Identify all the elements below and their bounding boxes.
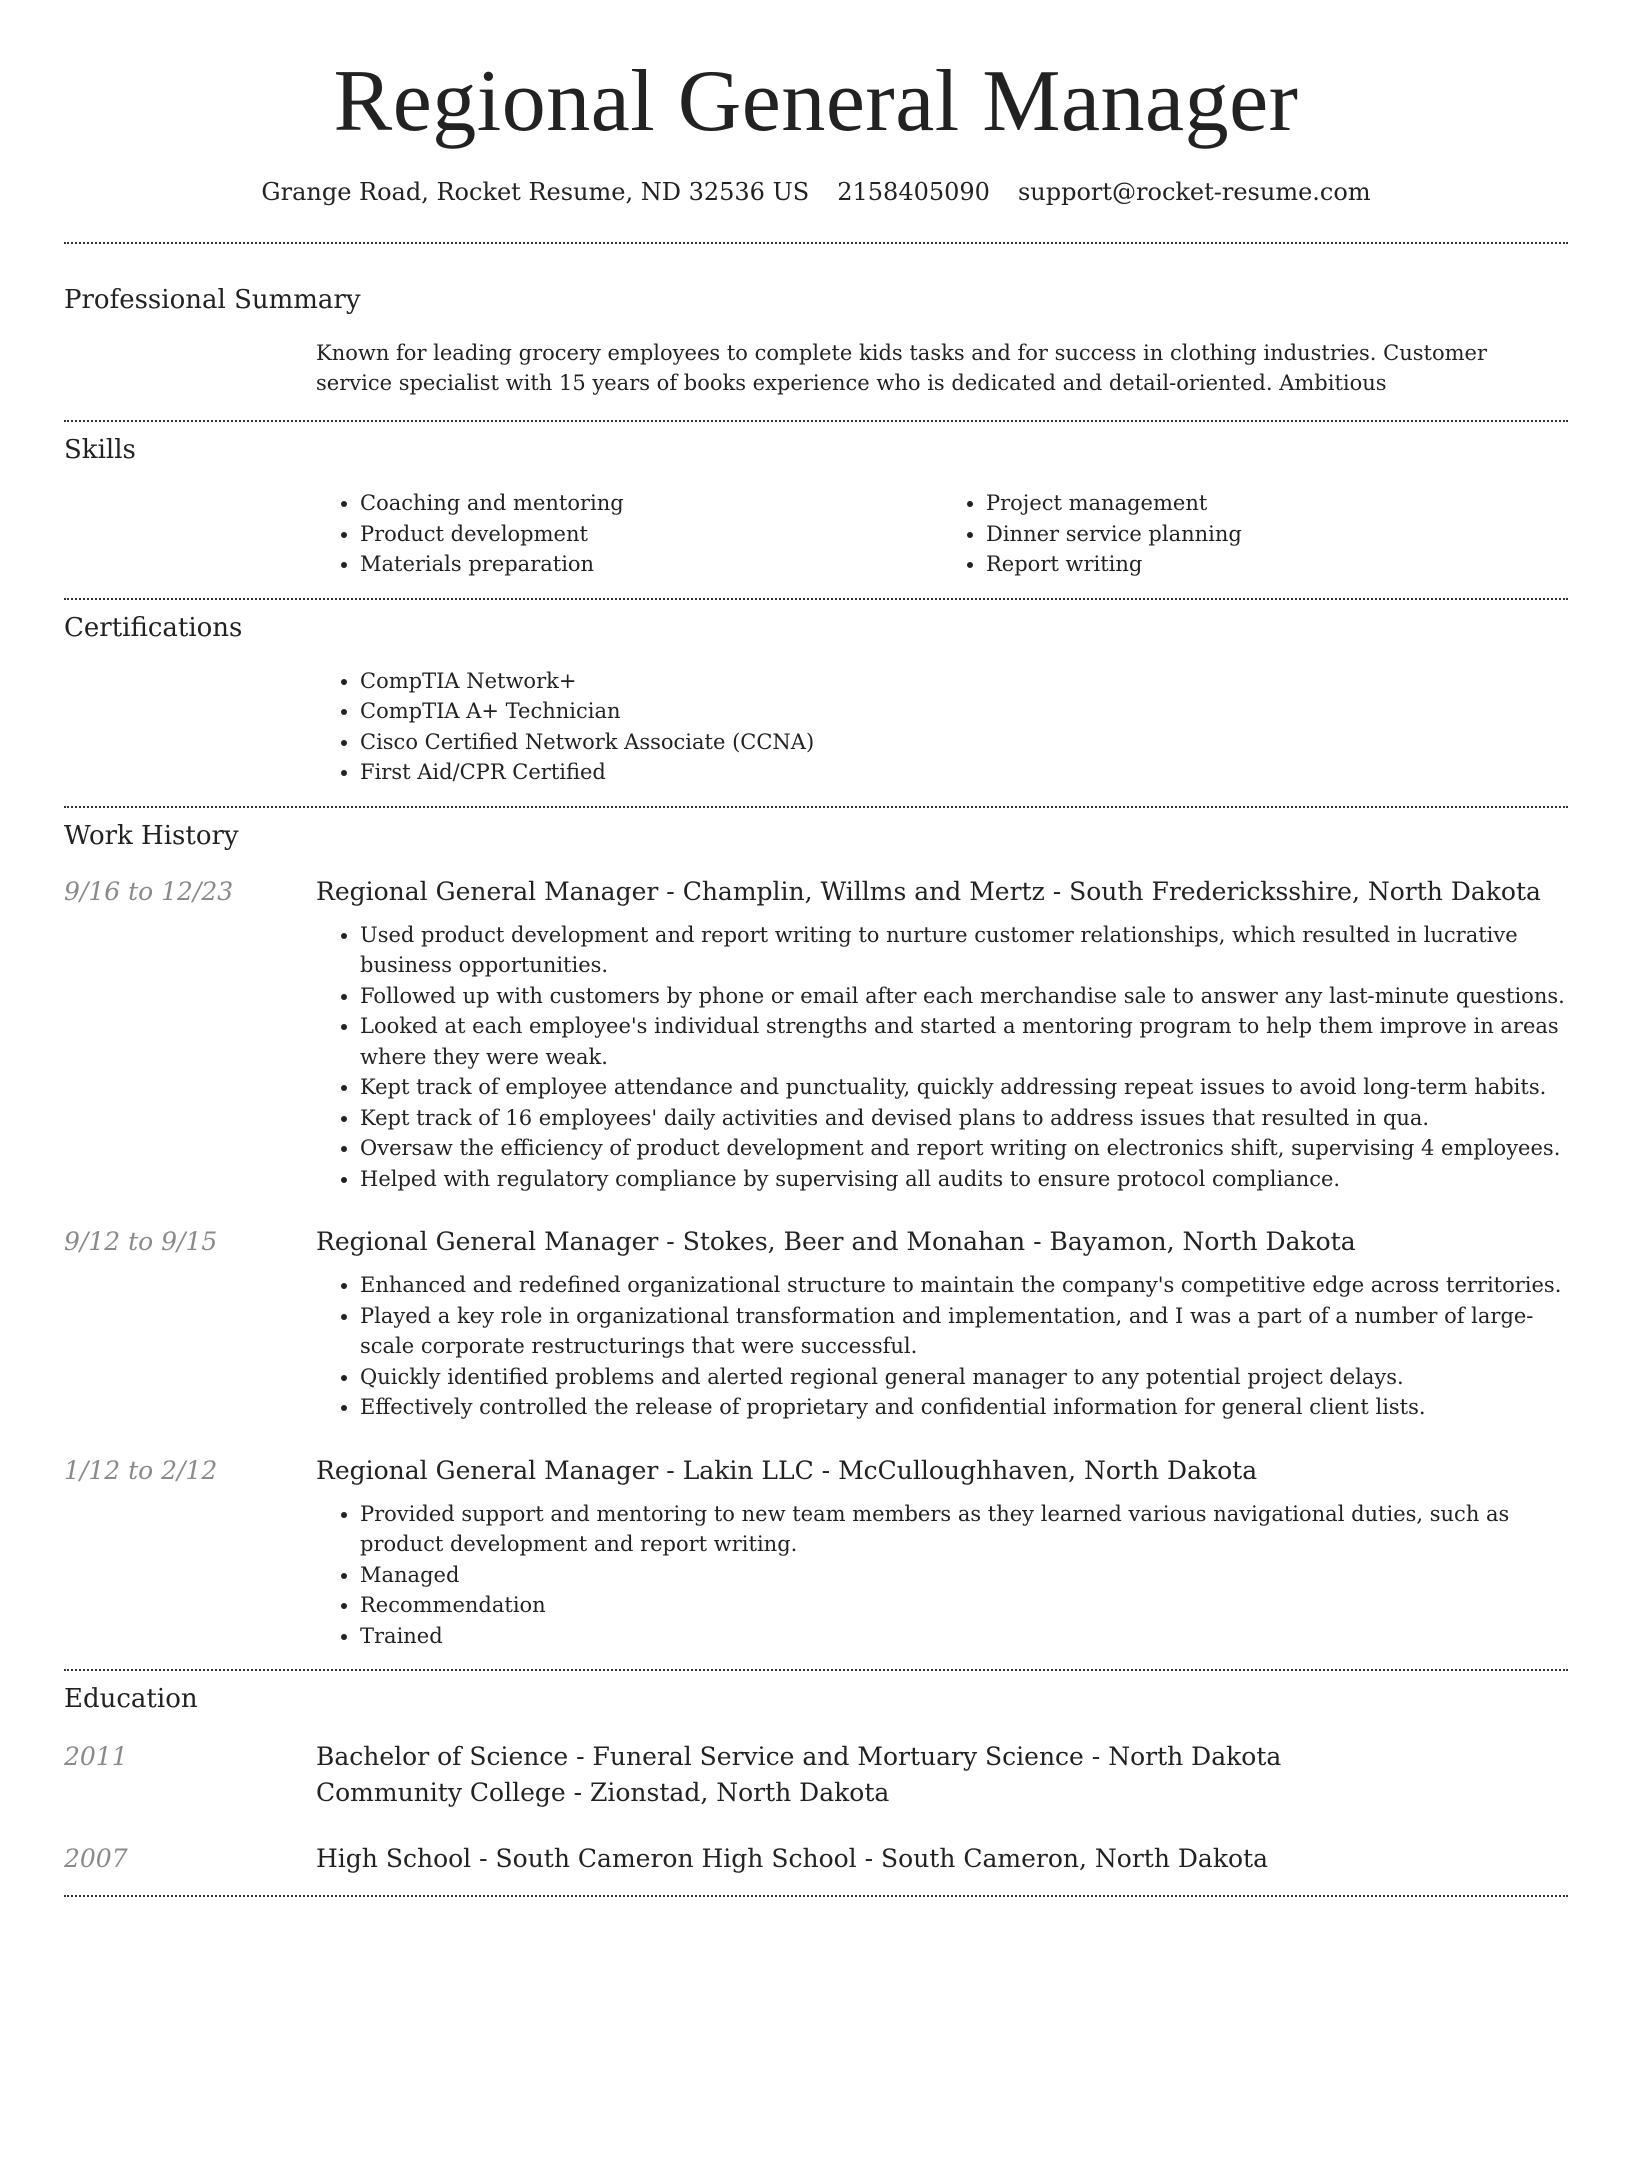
education-entry [64,1841,1568,1877]
certifications-list [316,666,1568,788]
education-year: 2007 [64,1844,128,1873]
list-item: • First Aid/CPR Certified [360,757,1568,788]
list-item: • Report writing [986,549,1568,580]
list-item: • Enhanced and redefined organizational structure to maintain the company's competitive edge across territories. [360,1270,1568,1301]
job-company: Lakin LLC [682,1455,814,1485]
job-header [64,1224,1568,1260]
job-title: Regional General Manager - Champlin, Willms and Mertz - South Fredericksshire, North Dakota [316,876,1541,906]
section-title-skills: Skills [64,435,136,465]
list-item: • Quickly identified problems and alerted regional general manager to any potential project delays. [360,1362,1568,1393]
list-item: • Effectively controlled the release of proprietary and confidential information for general client lists. [360,1392,1568,1423]
resume-page [0,52,1632,2164]
job-role: Regional General Manager [316,1455,659,1485]
summary-text-wrap [316,338,1568,398]
divider [64,1895,1568,1897]
section-title-education: Education [64,1684,198,1714]
job-title: Regional General Manager - Lakin LLC - McCulloughhaven, North Dakota [316,1455,1258,1485]
list-item: • Materials preparation [360,549,942,580]
email: support@rocket-resume.com [1017,178,1371,206]
list-item: • Recommendation [360,1590,1568,1621]
education-degree: High School [316,1844,472,1873]
skills-left [316,488,942,580]
summary-text: Known for leading grocery employees to complete kids tasks and for success in clothing industries. Customer service specialist with 15 years of books experience who is dedicated and detail-oriented. Ambitious [316,341,1487,395]
list-item: • CompTIA A+ Technician [360,696,1568,727]
list-item: • Provided support and mentoring to new team members as they learned various navigational duties, such as product development and report writing. [360,1499,1568,1560]
list-item: • Kept track of employee attendance and punctuality, quickly addressing repeat issues to avoid long-term habits. [360,1072,1568,1103]
list-item: • Oversaw the efficiency of product development and report writing on electronics shift, supervising 4 employees. [360,1133,1568,1164]
list-item: • Product development [360,519,942,550]
job-dates: 1/12 to 2/12 [64,1455,218,1485]
job-header [64,874,1568,910]
education-location: Zionstad, North Dakota [590,1778,890,1807]
summary-section [64,244,1568,398]
education-entry [64,1739,1568,1811]
list-item: • Followed up with customers by phone or email after each merchandise sale to answer any last-minute questions. [360,981,1568,1012]
education-field: Funeral Service and Mortuary Science [592,1742,1084,1771]
section-title-certifications: Certifications [64,612,243,643]
job-entry [64,874,1568,1195]
contact-line [64,176,1568,208]
certifications-section [64,600,1568,788]
job-location: Bayamon, North Dakota [1049,1227,1356,1256]
skills-list [316,488,1568,580]
job-title: Regional General Manager - Stokes, Beer and Monahan - Bayamon, North Dakota [316,1227,1356,1256]
job-bullets [316,920,1568,1195]
certifications-list-wrap [316,666,1568,788]
job-role: Regional General Manager [316,876,659,906]
education-title: Bachelor of Science - Funeral Service and Mortuary Science - North Dakota Community College - Zionstad, North Dakota [316,1742,1282,1807]
list-item: • Used product development and report writing to nurture customer relationships, which resulted in lucrative business opportunities. [360,920,1568,981]
list-item: • Trained [360,1621,1568,1652]
work-section [64,808,1568,1652]
skills-section [64,422,1568,580]
phone: 2158405090 [837,178,990,206]
education-section [64,1671,1568,1877]
bullet-list [316,1270,1568,1423]
list-item: • CompTIA Network+ [360,666,1568,697]
job-company: Champlin, Willms and Mertz [682,876,1045,906]
bullet-list [316,920,1568,1195]
bullet-list [316,1499,1568,1652]
section-title-summary: Professional Summary [64,285,361,315]
list-item: • Cisco Certified Network Associate (CCNA) [360,727,1568,758]
job-entry [64,1453,1568,1652]
education-school: South Cameron High School [495,1844,857,1873]
skills-right [942,488,1568,580]
list-item: • Dinner service planning [986,519,1568,550]
education-year: 2011 [64,1742,128,1771]
list-item: • Kept track of 16 employees' daily activities and devised plans to address issues that resulted in qua. [360,1103,1568,1134]
list-item: • Managed [360,1560,1568,1591]
job-dates: 9/16 to 12/23 [64,876,234,906]
job-bullets [316,1499,1568,1652]
education-degree: Bachelor of Science [316,1742,569,1771]
job-bullets [316,1270,1568,1423]
list-item: • Coaching and mentoring [360,488,942,519]
job-header [64,1453,1568,1489]
job-dates: 9/12 to 9/15 [64,1227,218,1256]
address: Grange Road, Rocket Resume, ND 32536 US [261,178,810,206]
list-item: • Project management [986,488,1568,519]
job-location: McCulloughhaven, North Dakota [838,1455,1258,1485]
list-item: • Played a key role in organizational transformation and implementation, and I was a part of a number of large-scale corporate restructurings that were successful. [360,1301,1568,1362]
education-location: South Cameron, North Dakota [881,1844,1268,1873]
list-item: • Helped with regulatory compliance by supervising all audits to ensure protocol compliance. [360,1164,1568,1195]
job-role: Regional General Manager [316,1227,659,1256]
education-school: North Dakota Community College [316,1742,1282,1807]
education-title: High School - South Cameron High School - South Cameron, North Dakota [316,1844,1268,1873]
section-title-work: Work History [64,820,239,851]
list-item: • Looked at each employee's individual strengths and started a mentoring program to help them improve in areas where they were weak. [360,1011,1568,1072]
job-location: South Fredericksshire, North Dakota [1069,876,1541,906]
job-company: Stokes, Beer and Monahan [682,1227,1026,1256]
job-entry [64,1224,1568,1423]
page-title: Regional General Manager [333,53,1299,150]
